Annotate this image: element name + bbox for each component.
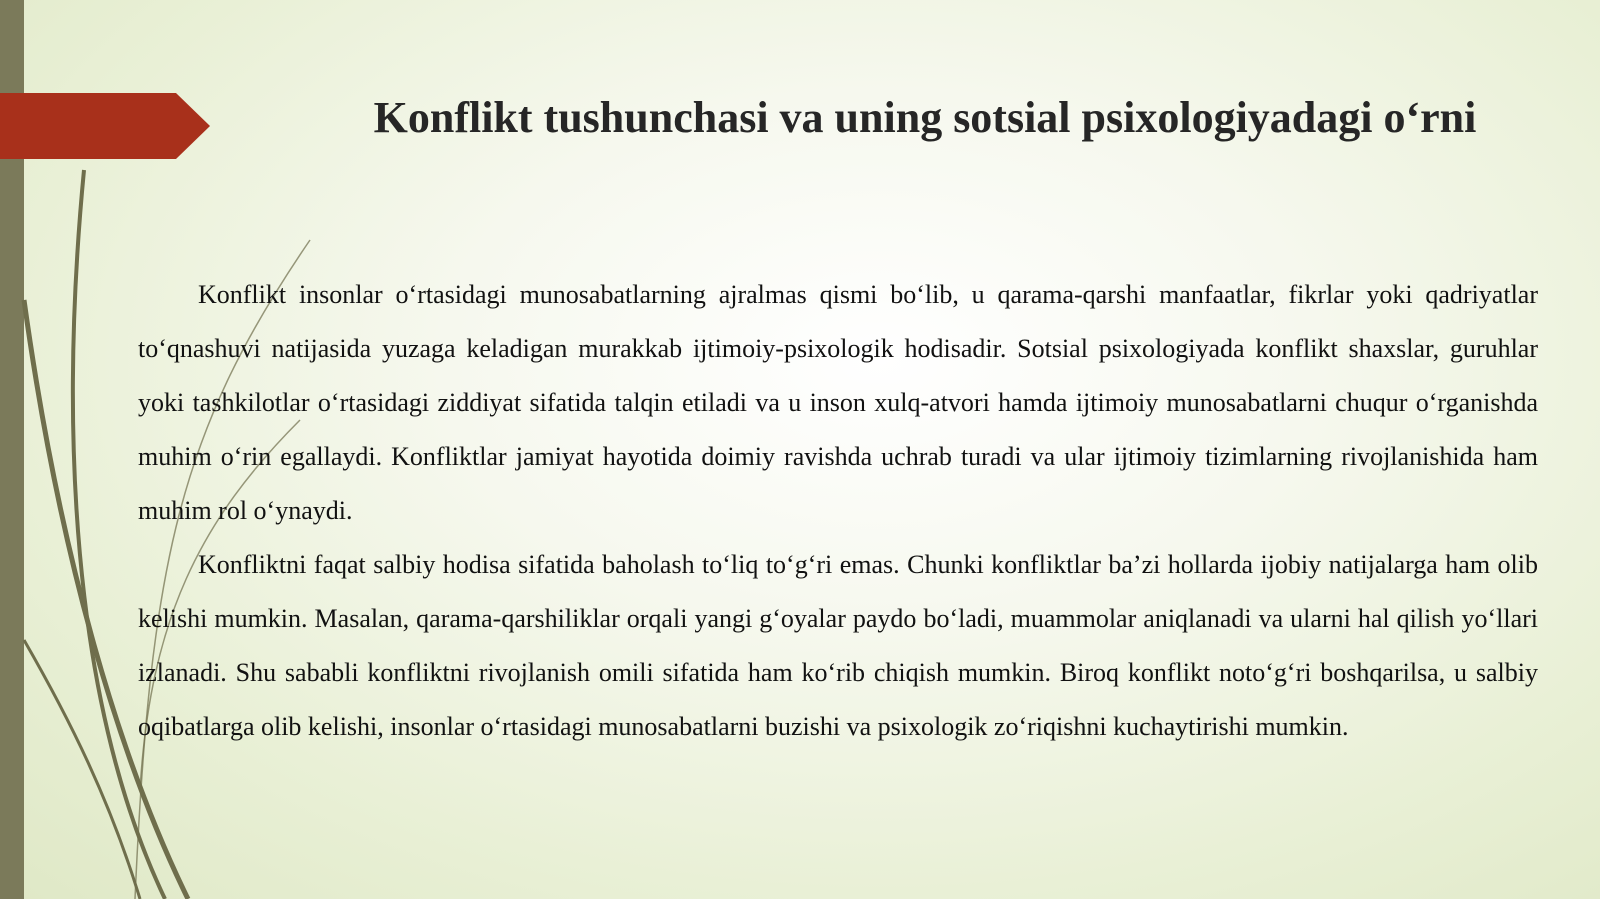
curve-5 xyxy=(24,640,140,899)
paragraph-1: Konflikt insonlar o‘rtasidagi munosabatlarning ajralmas qismi bo‘lib, u qarama-qarshi manfaatlar, fikrlar yoki qadriyatlar to‘qnashuvi natijasida yuzaga keladigan murakkab ijtimoiy-psixologik hodisadir. Sotsial psixologiyada konflikt shaxslar, guruhlar yoki tashkilotlar o‘rtasidagi ziddiyat sifatida talqin etiladi va u inson xulq-atvori hamda ijtimoiy munosabatlarni chuqur o‘rganishda muhim o‘rin egallaydi. Konfliktlar jamiyat hayotida doimiy ravishda uchrab turadi va ular ijtimoiy tizimlarning rivojlanishida ham muhim rol o‘ynaydi. xyxy=(138,280,1538,525)
left-accent-bar xyxy=(0,0,24,899)
page-title: Konflikt tushunchasi va uning sotsial psixologiyadagi o‘rni xyxy=(373,93,1477,142)
red-arrow-banner xyxy=(0,93,210,159)
paragraph-2: Konfliktni faqat salbiy hodisa sifatida baholash to‘liq to‘g‘ri emas. Chunki konfliktlar ba’zi hollarda ijobiy natijalarga ham olib kelishi mumkin. Masalan, qarama-qarshiliklar orqali yangi g‘oyalar paydo bo‘ladi, muammolar aniqlanadi va ularni hal qilish yo‘llari izlanadi. Shu sababli konfliktni rivojlanish omili sifatida ham ko‘rib chiqish mumkin. Biroq konflikt noto‘g‘ri boshqarilsa, u salbiy oqibatlarga olib kelishi, insonlar o‘rtasidagi munosabatlarni buzishi va psixologik zo‘riqishni kuchaytirishi mumkin. xyxy=(138,550,1538,741)
body-text xyxy=(138,268,1538,754)
